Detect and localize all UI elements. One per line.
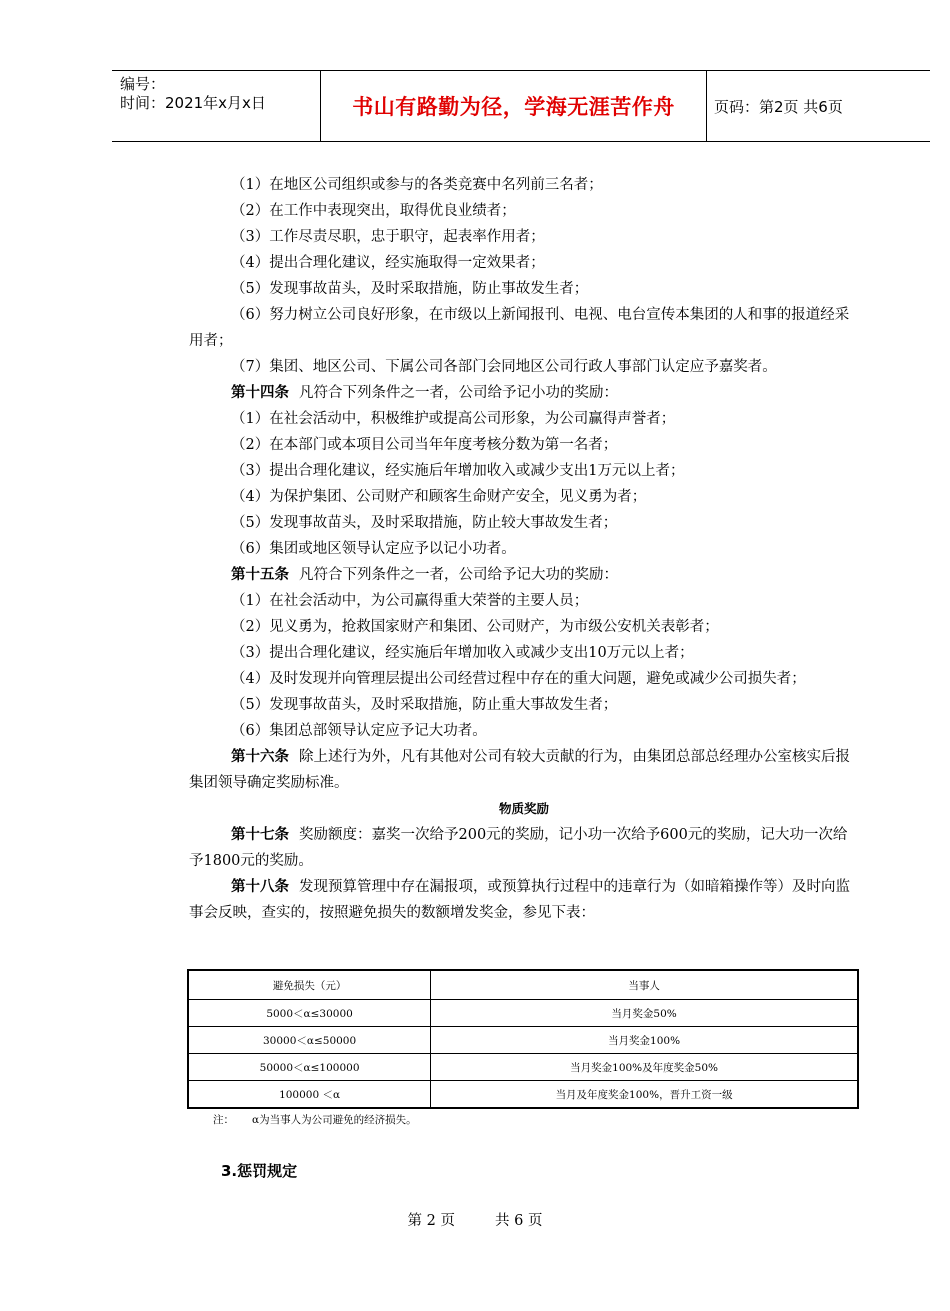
table-cell: 当月奖金100% — [431, 1027, 858, 1054]
list-item — [189, 666, 859, 692]
section-title: 物质奖励 — [498, 801, 549, 816]
note-label: 注： — [213, 1114, 234, 1126]
article-number: 第十七条 — [231, 827, 289, 843]
page-footer — [0, 1209, 950, 1230]
table-note — [213, 1112, 435, 1127]
table-header-cell: 当事人 — [431, 970, 858, 1000]
paragraph-text: （4）为保护集团、公司财产和顾客生命财产安全，见义勇为者； — [231, 489, 647, 505]
article-paragraph — [189, 874, 859, 926]
paragraph-text: （3）提出合理化建议，经实施后年增加收入或减少支出10万元以上者； — [231, 645, 694, 661]
paragraph-text: （6）集团或地区领导认定应予以记小功者。 — [231, 541, 516, 557]
list-item — [189, 484, 859, 510]
list-item — [189, 432, 859, 458]
reward-table — [187, 969, 859, 1109]
paragraph-text: 凡符合下列条件之一者，公司给予记小功的奖励： — [299, 385, 618, 401]
article-paragraph — [189, 380, 859, 406]
article-number: 第十八条 — [231, 879, 289, 895]
list-item — [189, 172, 859, 198]
table-row — [188, 1054, 858, 1081]
paragraph-text: （7）集团、地区公司、下属公司各部门会同地区公司行政人事部门认定应予嘉奖者。 — [231, 359, 777, 375]
section-heading: 3.惩罚规定 — [221, 1162, 298, 1180]
list-item — [189, 458, 859, 484]
header-meta — [120, 75, 320, 113]
paragraph-text: 凡符合下列条件之一者，公司给予记大功的奖励： — [299, 567, 618, 583]
paragraph-text: （6）集团总部领导认定应予记大功者。 — [231, 723, 487, 739]
list-item — [189, 718, 859, 744]
list-item — [189, 406, 859, 432]
paragraph-text: （2）见义勇为，抢救国家财产和集团、公司财产，为市级公安机关表彰者； — [231, 619, 719, 635]
paragraph-text: （5）发现事故苗头，及时采取措施，防止重大事故发生者； — [231, 697, 618, 713]
header-divider — [706, 71, 707, 141]
table-cell: 100000 ＜α — [188, 1081, 431, 1109]
list-item — [189, 250, 859, 276]
article-number: 第十四条 — [231, 385, 289, 401]
footer-page: 第 2 页 — [407, 1213, 455, 1229]
paragraph-text: 发现预算管理中存在漏报项，或预算执行过程中的违章行为（如暗箱操作等）及时向监事会反映，查实的，按照避免损失的数额增发奖金，参见下表： — [189, 879, 850, 921]
paragraph-text: （5）发现事故苗头，及时采取措施，防止事故发生者； — [231, 281, 589, 297]
table-row — [188, 1081, 858, 1109]
list-item — [189, 614, 859, 640]
paragraph-text: （5）发现事故苗头，及时采取措施，防止较大事故发生者； — [231, 515, 618, 531]
article-number: 第十六条 — [231, 749, 289, 765]
list-item — [189, 224, 859, 250]
article-paragraph — [189, 822, 859, 874]
table-row — [188, 1027, 858, 1054]
table-header-row — [188, 970, 858, 1000]
list-item — [189, 276, 859, 302]
list-item — [189, 692, 859, 718]
header-page-info: 页码：第2页 共6页 — [714, 97, 843, 116]
code-label: 编号： — [120, 75, 166, 93]
list-item — [189, 536, 859, 562]
table-cell: 当月及年度奖金100%，晋升工资一级 — [431, 1081, 858, 1109]
list-item — [189, 354, 859, 380]
paragraph-text: （1）在社会活动中，积极维护或提高公司形象，为公司赢得声誉者； — [231, 411, 676, 427]
paragraph-text: （4）及时发现并向管理层提出公司经营过程中存在的重大问题，避免或减少公司损失者； — [231, 671, 806, 687]
document-body — [189, 172, 859, 926]
article-paragraph — [189, 744, 859, 796]
article-paragraph — [189, 562, 859, 588]
paragraph-text: （2）在本部门或本项目公司当年年度考核分数为第一名者； — [231, 437, 618, 453]
time-label: 时间：2021年x月x日 — [120, 94, 266, 112]
list-item — [189, 640, 859, 666]
list-item — [189, 302, 859, 354]
page-header — [112, 70, 930, 142]
paragraph-text: （3）工作尽责尽职，忠于职守，起表率作用者； — [231, 229, 545, 245]
paragraph-text: 奖励额度：嘉奖一次给予200元的奖励，记小功一次给予600元的奖励，记大功一次给予1800元的奖励。 — [189, 827, 848, 869]
table-cell: 当月奖金100%及年度奖金50% — [431, 1054, 858, 1081]
table-cell: 5000＜α≤30000 — [188, 1000, 431, 1027]
table-cell: 50000＜α≤100000 — [188, 1054, 431, 1081]
paragraph-text: （1）在地区公司组织或参与的各类竞赛中名列前三名者； — [231, 177, 603, 193]
header-motto: 书山有路勤为径，学海无涯苦作舟 — [352, 95, 675, 119]
list-item — [189, 198, 859, 224]
paragraph-text: （3）提出合理化建议，经实施后年增加收入或减少支出1万元以上者； — [231, 463, 685, 479]
paragraph-text: （2）在工作中表现突出，取得优良业绩者； — [231, 203, 516, 219]
paragraph-text: （4）提出合理化建议，经实施取得一定效果者； — [231, 255, 545, 271]
paragraph-text: （1）在社会活动中，为公司赢得重大荣誉的主要人员； — [231, 593, 589, 609]
paragraph-text: （6）努力树立公司良好形象，在市级以上新闻报刊、电视、电台宣传本集团的人和事的报道经采用者； — [189, 307, 850, 349]
list-item — [189, 588, 859, 614]
footer-total: 共 6 页 — [495, 1213, 543, 1229]
table-cell: 当月奖金50% — [431, 1000, 858, 1027]
table-cell: 30000＜α≤50000 — [188, 1027, 431, 1054]
note-text: α为当事人为公司避免的经济损失。 — [252, 1114, 417, 1126]
list-item — [189, 510, 859, 536]
table-row — [188, 1000, 858, 1027]
table-header-cell: 避免损失（元） — [188, 970, 431, 1000]
paragraph-text: 除上述行为外，凡有其他对公司有较大贡献的行为，由集团总部总经理办公室核实后报集团领导确定奖励标准。 — [189, 749, 850, 791]
article-number: 第十五条 — [231, 567, 289, 583]
